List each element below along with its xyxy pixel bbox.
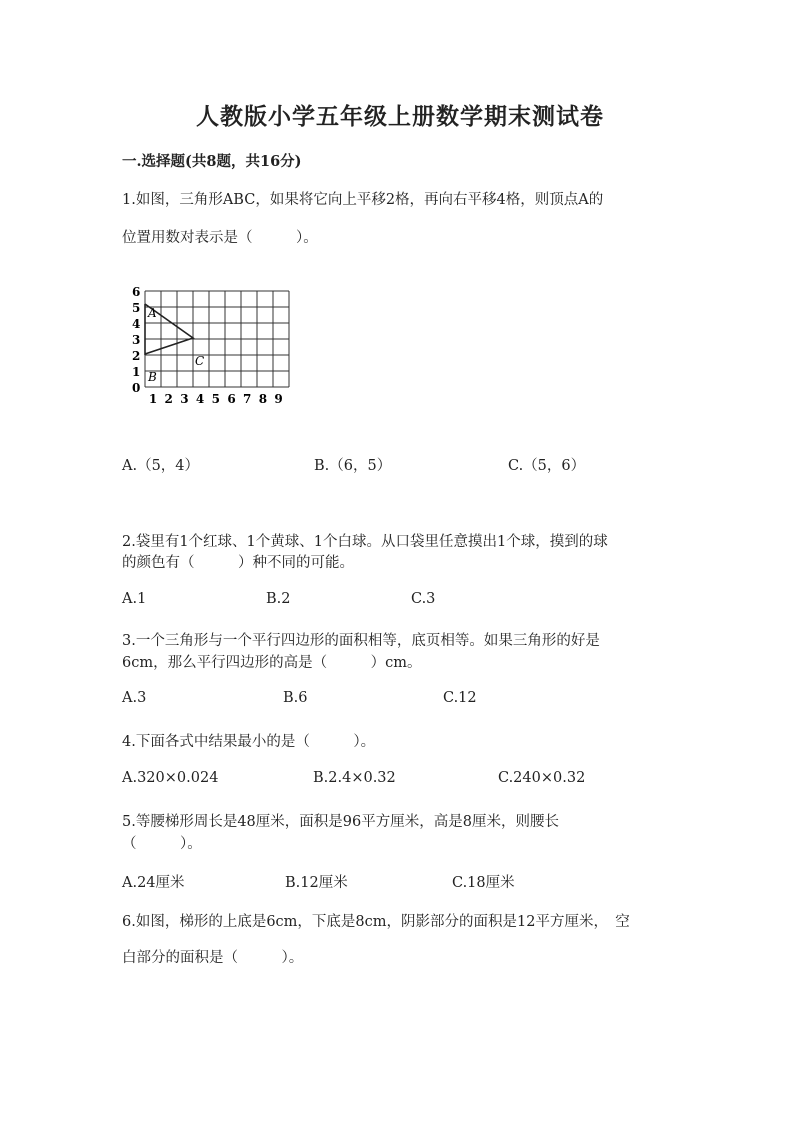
- section-heading: 一.选择题(共8题，共16分): [122, 153, 302, 170]
- q4-option-a[interactable]: A.320×0.024: [122, 770, 219, 786]
- y-tick-label: 4: [132, 317, 141, 331]
- question-1-text-line2: 位置用数对表示是（ ）。: [122, 230, 318, 246]
- x-tick-label: 2: [164, 392, 173, 406]
- grid-lines: [145, 291, 289, 387]
- y-tick-label: 5: [132, 301, 141, 315]
- q2-option-a[interactable]: A.1: [122, 591, 147, 607]
- point-label-a: A: [148, 306, 157, 320]
- x-tick-label: 7: [243, 392, 252, 406]
- q5-option-b[interactable]: B.12厘米: [285, 875, 348, 891]
- question-4-text-line1: 4.下面各式中结果最小的是（ ）。: [122, 734, 376, 750]
- x-tick-label: 5: [211, 392, 220, 406]
- y-axis-tick-labels: [132, 285, 140, 395]
- x-tick-label: 3: [180, 392, 189, 406]
- q2-option-b[interactable]: B.2: [266, 591, 291, 607]
- question-5-text-line1: 5.等腰梯形周长是48厘米，面积是96平方厘米，高是8厘米，则腰长: [122, 814, 559, 830]
- question-3-text-line1: 3.一个三角形与一个平行四边形的面积相等，底页相等。如果三角形的好是: [122, 633, 600, 649]
- q3-option-c[interactable]: C.12: [443, 690, 477, 706]
- q1-option-a[interactable]: A.（5，4）: [122, 458, 200, 474]
- point-label-b: B: [148, 370, 157, 384]
- x-tick-label: 9: [274, 392, 283, 406]
- question-5-text-line2: （ ）。: [122, 836, 202, 852]
- q3-option-a[interactable]: A.3: [122, 690, 147, 706]
- page-title: 人教版小学五年级上册数学期末测试卷: [196, 103, 604, 130]
- x-tick-label: 4: [195, 392, 205, 406]
- q1-option-b[interactable]: B.（6，5）: [314, 458, 392, 474]
- q3-option-b[interactable]: B.6: [283, 690, 308, 706]
- x-tick-label: 6: [227, 392, 236, 406]
- q1-option-c[interactable]: C.（5，6）: [508, 458, 586, 474]
- point-label-c: C: [195, 354, 205, 368]
- question-6-text-line1: 6.如图，梯形的上底是6cm，下底是8cm，阴影部分的面积是12平方厘米， 空: [122, 914, 630, 930]
- x-axis-tick-labels: [149, 392, 283, 406]
- y-tick-label: 2: [132, 349, 141, 363]
- question-2-text-line1: 2.袋里有1个红球、1个黄球、1个白球。从口袋里任意摸出1个球，摸到的球: [122, 534, 608, 550]
- question-6-text-line2: 白部分的面积是（ ）。: [122, 950, 304, 966]
- y-tick-label: 1: [132, 365, 141, 379]
- q5-option-c[interactable]: C.18厘米: [452, 875, 515, 891]
- x-tick-label: 1: [148, 392, 158, 406]
- q4-option-c[interactable]: C.240×0.32: [498, 770, 586, 786]
- y-tick-label: 0: [132, 381, 141, 395]
- coordinate-grid-figure: [124, 280, 304, 408]
- q4-option-b[interactable]: B.2.4×0.32: [313, 770, 396, 786]
- question-2-text-line2: 的颜色有（ ）种不同的可能。: [122, 555, 354, 571]
- x-tick-label: 8: [258, 392, 268, 406]
- y-tick-label: 3: [132, 333, 141, 347]
- question-3-text-line2: 6cm，那么平行四边形的高是（ ）cm。: [122, 655, 422, 671]
- q2-option-c[interactable]: C.3: [411, 591, 436, 607]
- y-tick-label: 6: [132, 285, 141, 299]
- question-1-text-line1: 1.如图，三角形ABC，如果将它向上平移2格，再向右平移4格，则顶点A的: [122, 192, 604, 208]
- q5-option-a[interactable]: A.24厘米: [122, 875, 185, 891]
